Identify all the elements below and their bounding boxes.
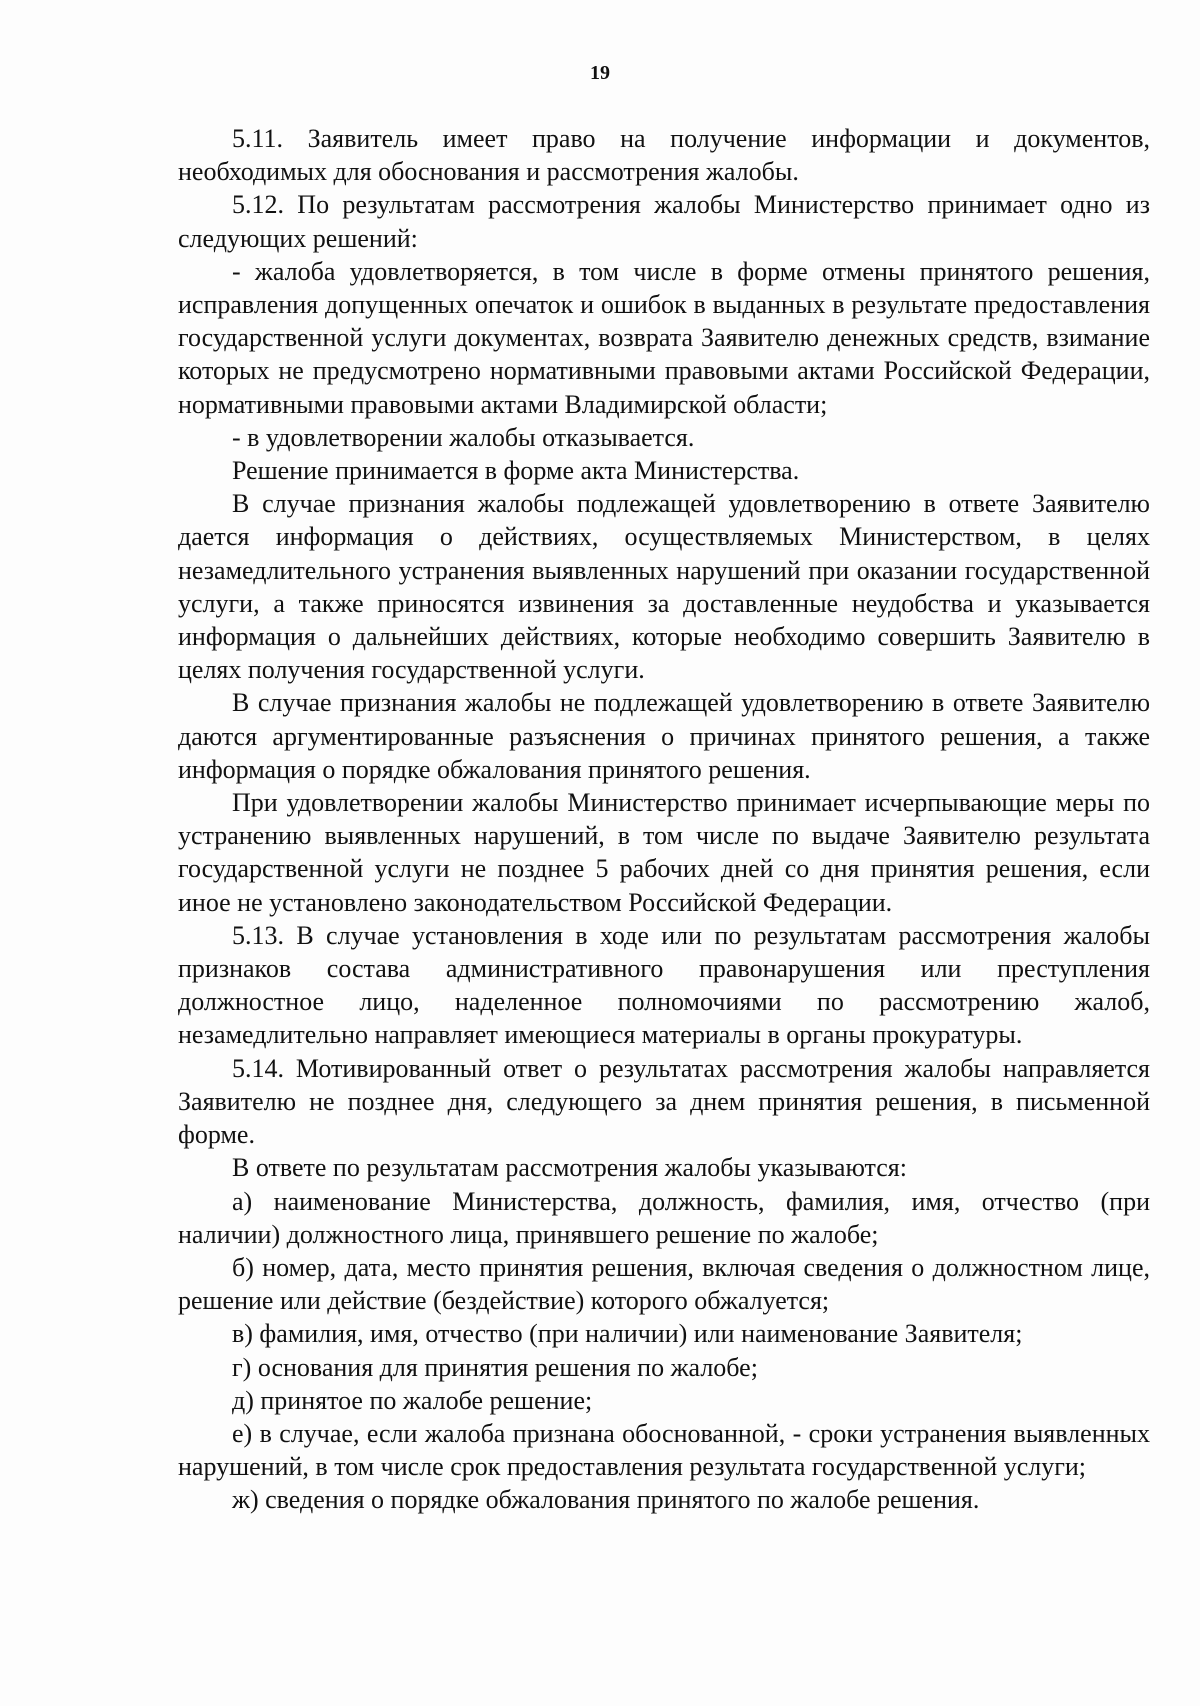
paragraph-5-11: 5.11. Заявитель имеет право на получение информации и документов, необходимых для обоснования и рассмотрения жалобы. <box>178 124 1150 187</box>
paragraph-5-13: 5.13. В случае установления в ходе или по результатам рассмотрения жалобы признаков состава административного правонарушения или преступления должностное лицо, наделенное полномочиями по рассмотрению жалоб, незамедлительно направляет имеющиеся материалы в органы прокуратуры. <box>178 920 1150 1050</box>
list-item-v: в) фамилия, имя, отчество (при наличии) или наименование Заявителя; <box>232 1319 1023 1349</box>
paragraph-5-14: 5.14. Мотивированный ответ о результатах рассмотрения жалобы направляется Заявителю не позднее дня, следующего за днем принятия решения, в письменной форме. <box>178 1053 1150 1150</box>
list-item-zh: ж) сведения о порядке обжалования принятого по жалобе решения. <box>232 1485 980 1515</box>
list-item-d: д) принятое по жалобе решение; <box>232 1385 593 1415</box>
list-item-a: а) наименование Министерства, должность, фамилия, имя, отчество (при наличии) должностного лица, принявшего решение по жалобе; <box>178 1186 1150 1249</box>
document-body <box>178 122 1150 1517</box>
paragraph-5-12: 5.12. По результатам рассмотрения жалобы Министерство принимает одно из следующих решений: <box>178 190 1150 253</box>
page-number: 19 <box>590 62 610 84</box>
paragraph-remedy-measures: При удовлетворении жалобы Министерство принимает исчерпывающие меры по устранению выявленных нарушений, в том числе по выдаче Заявителю результата государственной услуги не позднее 5 рабочих дней со дня принятия решения, если иное не установлено законодательством Российской Федерации. <box>178 788 1150 917</box>
paragraph-decision-form: Решение принимается в форме акта Министерства. <box>232 456 800 486</box>
paragraph-satisfied-response: В случае признания жалобы подлежащей удовлетворению в ответе Заявителю дается информация о действиях, осуществляемых Министерством, в целях незамедлительного устранения выявленных нарушений при оказании государственной услуги, а также приносятся извинения за доставленные неудобства и указывается информация о дальнейших действиях, которые необходимо совершить Заявителю в целях получения государственной услуги. <box>178 489 1150 685</box>
list-item-e: е) в случае, если жалоба признана обоснованной, - сроки устранения выявленных нарушений, в том числе срок предоставления результата государственной услуги; <box>178 1418 1150 1482</box>
paragraph-response-contents: В ответе по результатам рассмотрения жалобы указываются: <box>232 1153 907 1183</box>
list-item-complaint-rejected: - в удовлетворении жалобы отказывается. <box>232 422 695 452</box>
list-item-complaint-satisfied: - жалоба удовлетворяется, в том числе в форме отмены принятого решения, исправления допущенных опечаток и ошибок в выданных в результате предоставления государственной услуги документах, возврата Заявителю денежных средств, взимание которых не предусмотрено нормативными правовыми актами Российской Федерации, нормативными правовыми актами Владимирской области; <box>178 256 1150 419</box>
paragraph-rejected-response: В случае признания жалобы не подлежащей удовлетворению в ответе Заявителю даются аргументированные разъяснения о причинах принятого решения, а также информация о порядке обжалования принятого решения. <box>178 688 1150 784</box>
list-item-b: б) номер, дата, место принятия решения, включая сведения о должностном лице, решение или действие (бездействие) которого обжалуется; <box>178 1252 1150 1316</box>
list-item-g: г) основания для принятия решения по жалобе; <box>232 1352 758 1382</box>
